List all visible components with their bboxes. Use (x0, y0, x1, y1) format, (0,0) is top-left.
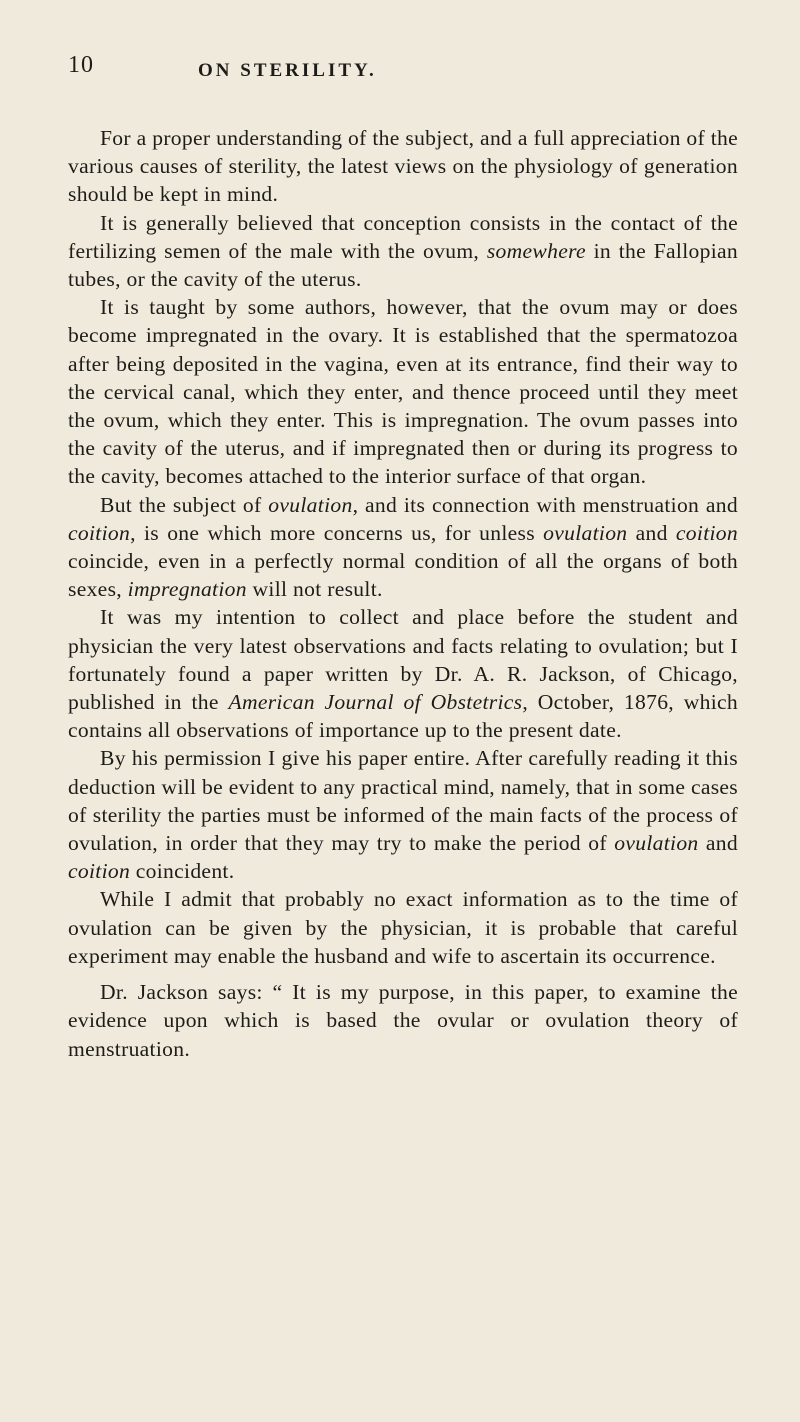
text-run: But the subject of (100, 492, 269, 517)
text-run: and (627, 520, 676, 545)
paragraph-1: For a proper understanding of the subject, and a full appreciation of the various causes of sterility, the latest views on the physiology of generation should be kept in mind. (68, 126, 738, 207)
text-run: in the Fallopian tubes, or the cavity of the uterus. (68, 238, 739, 292)
paragraph-2 (68, 209, 738, 294)
italic-text: somewhere (486, 238, 586, 263)
italic-text: ovulation (543, 520, 628, 545)
paragraph-3: It is taught by some authors, however, that the ovum may or does become impregnated in the ovary. It is established that the spermatozoa after being deposited in the vagina, even at its entrance, find their way to the cervical canal, which they enter, and thence proceed until they meet the ovum, which they enter. This is impregnation. The ovum passes into the cavity of the uterus, and if impregnated then or during its progress to the cavity, becomes attached to the interior surface of that organ. (68, 295, 738, 489)
italic-text: impregnation (127, 577, 247, 602)
italic-text: coition (68, 520, 131, 545)
italic-text: coition (68, 859, 131, 884)
text-run: , is one which more concerns us, for unless (130, 520, 544, 545)
body-text (68, 124, 738, 1063)
paragraph-4 (68, 491, 738, 604)
text-run: coincide, even in a perfectly normal condition of all the organs of both sexes, (68, 549, 738, 602)
italic-text: ovulation (614, 831, 699, 856)
italic-text: ovulation (268, 492, 353, 517)
paragraph-6 (68, 744, 738, 885)
paragraph-7: While I admit that probably no exact information as to the time of ovulation can be given by the physician, it is probable that careful experiment may enable the husband and wife to ascertain its occurrence. (68, 887, 738, 968)
running-head: ON STERILITY. (198, 60, 377, 81)
text-run: By his permission I give his paper entire. After carefully reading it this deduction will be evident to any practical mind, namely, that in some cases of sterility the parties must be informed of the main facts of the process of ovulation, in order that they may try to make the period of (68, 746, 738, 856)
text-run: , October, 1876, which contains all observations of importance up to the present date. (68, 690, 738, 743)
text-run: coincident. (130, 859, 235, 884)
journal-title: American Journal of Obstetrics (228, 690, 523, 715)
italic-text: coition (675, 520, 738, 545)
text-run: It is generally believed that conception consists in the contact of the fertilizing semen of the male with the ovum, (68, 210, 738, 263)
paragraph-8: Dr. Jackson says: “ It is my purpose, in this paper, to examine the evidence upon which is based the ovular or ovulation theory of menstruation. (68, 980, 738, 1061)
page-header (68, 52, 738, 92)
text-run: will not result. (246, 577, 383, 602)
page-number: 10 (68, 52, 94, 78)
text-run: and (698, 831, 739, 856)
paragraph-5 (68, 603, 738, 744)
text-run: It was my intention to collect and place before the student and physician the very latest observations and facts relating to ovulation; but I fortunately found a paper written by Dr. A. R. Jackson, of Chicago, published in the (68, 605, 738, 715)
text-run: , and its connection with menstruation and (352, 492, 738, 517)
